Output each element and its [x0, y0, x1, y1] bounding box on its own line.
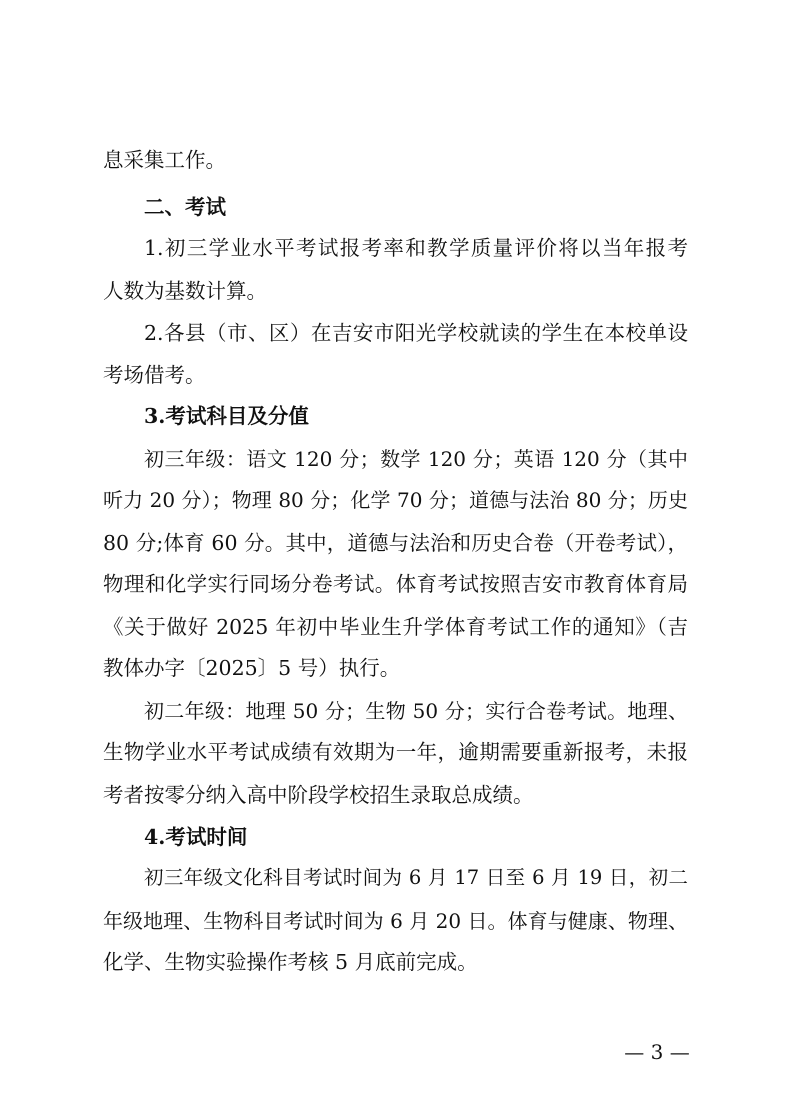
paragraph-line: 息采集工作。	[103, 148, 226, 172]
paragraph-line: 初三年级：语文 120 分；数学 120 分；英语 120 分（其中	[144, 447, 688, 471]
paragraph-line: 80 分;体育 60 分。其中，道德与法治和历史合卷（开卷考试），	[103, 531, 688, 555]
paragraph-line: 考场借考。	[103, 363, 206, 387]
paragraph-line: 考者按零分纳入高中阶段学校招生录取总成绩。	[103, 783, 534, 807]
paragraph-line: 物理和化学实行同场分卷考试。体育考试按照吉安市教育体育局	[103, 572, 688, 596]
paragraph-line: 生物学业水平考试成绩有效期为一年，逾期需要重新报考，未报	[103, 740, 688, 764]
paragraph-line: 初二年级：地理 50 分；生物 50 分；实行合卷考试。地理、	[144, 699, 688, 723]
paragraph-line: 初三年级文化科目考试时间为 6 月 17 日至 6 月 19 日，初二	[144, 866, 688, 889]
paragraph-line: 年级地理、生物科目考试时间为 6 月 20 日。体育与健康、物理、	[103, 909, 688, 933]
paragraph-line: 《关于做好 2025 年初中毕业生升学体育考试工作的通知》（吉	[103, 615, 688, 639]
section-heading-exam: 二、考试	[144, 195, 226, 219]
subheading-exam-time: 4.考试时间	[144, 825, 248, 849]
paragraph-line: 教体办字〔2025〕5 号）执行。	[103, 656, 401, 680]
paragraph-line: 化学、生物实验操作考核 5 月底前完成。	[103, 950, 478, 974]
paragraph-line: 听力 20 分）；物理 80 分；化学 70 分；道德与法治 80 分；历史	[103, 488, 688, 512]
page-number: — 3 —	[624, 1040, 690, 1064]
subheading-exam-subjects: 3.考试科目及分值	[144, 404, 309, 428]
paragraph-line: 2.各县（市、区）在吉安市阳光学校就读的学生在本校单设	[144, 321, 688, 345]
paragraph-line: 1.初三学业水平考试报考率和教学质量评价将以当年报考	[144, 236, 688, 260]
paragraph-line: 人数为基数计算。	[103, 279, 267, 303]
